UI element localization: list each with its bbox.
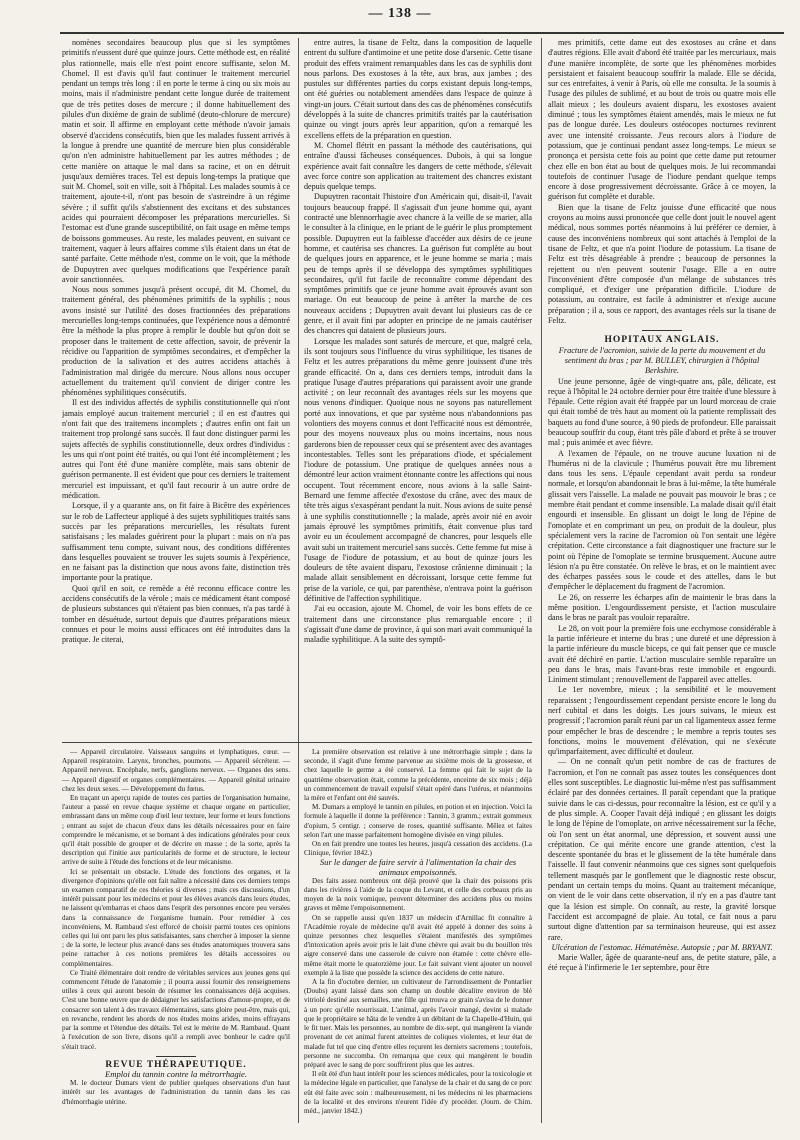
header-rule — [60, 32, 784, 34]
paragraph: Il eût été d'un haut intérêt pour les sciences médicales, pour la toxicologie et la médecine légale en particulier, que l'analyse de la chair et du sang de ce porc eût été faite avec soin : malheureusement, ni les médecins ni les pharmaciens de la localité et des environs n'eurent l'idée d'y procéder. (Journ. de Chim. méd., janvier 1842.) — [304, 1070, 532, 1115]
section-subtitle: Sur le danger de faire servir à l'alimentation la chair des animaux empoisonnés. — [319, 857, 517, 877]
paragraph: On se rappelle aussi qu'en 1837 un médecin d'Arnillac fit connaître à l'Académie royale de médecine qu'il avait été appelé à donner des soins à quinze personnes chez lesquelles s'étaient manifestés des symptômes d'intoxication après avoir pris le lait d'une chèvre qui avait bu du bouillon très aigre conservé dans une casserole de cuivre non étamée : cette chèvre elle-même était morte le quatorzième jour. Le fait suivant vient ajouter un nouvel exemple à la liste que possède la science des accidens de cette nature. — [304, 913, 532, 977]
section-title-revue: REVUE THÉRAPEUTIQUE. — [105, 1059, 247, 1070]
section-rule — [642, 330, 682, 331]
paragraph: A l'examen de l'épaule, on ne trouve aucune luxation ni de l'humérus ni de la clavicule ; l'humérus pouvait être mu librement dans tous les sens. L'épaule cependant avait perdu sa rondeur normale, et lorsqu'on abandonnait le bras à lui-même, la tête humérale glissait vers l'aisselle. La malade ne pouvait pas mouvoir le bras ; ce membre était pendant et comme insensible. La malade disait qu'il était engourdi et insensible. En glissant un doigt le long de l'épine de l'omoplate et en comprimant un peu, on produit de la douleur, plus spécialement vers la racine de l'acromion où l'on sentait une légère crépitation. Cette circonstance a fait diagnostiquer une fracture sur le point où l'épine de l'omoplate se termine brusquement. Aucune autre lésion n'a pu être constatée. On relève le bras, et on le maintient avec des écharpes passées sous le coude et des attelles, dans le but d'empêcher le déplacement du fragment de l'acromion. — [548, 448, 776, 592]
paragraph: Marie Waller, âgée de quarante-neuf ans, de petite stature, pâle, a été reçue à l'infirmerie le 1er septembre, pour être — [548, 953, 776, 973]
paragraph: Lorsque, il y a quarante ans, on fit faire à Bicêtre des expériences sur le rob de Laffecteur appliqué à des sujets syphilitiques traités sans succès par les préparations mercurielles, les résultats furent satisfaisans ; les malades guérirent pour la plupart : mais on n'a pas suffisamment tenu compte, suivant nous, des conditions différentes dans lesquelles pouvaient se trouver les sujets soumis à l'expérience, en ne faisant pas la distinction que nous avons faite, distinction très importante pour la pratique. — [62, 501, 290, 583]
paragraph: Des faits assez nombreux ont déjà prouvé que la chair des poissons pris dans les rivières à l'aide de la coque du Levant, et celle des corbeaux pris au moyen de la noix vomique, peuvent déterminer des accidens plus ou moins graves et même l'empoisonnement. — [304, 876, 532, 913]
paragraph: A la fin d'octobre dernier, un cultivateur de l'arrondissement de Pontarlier (Doubs) ayant laissé dans son champ un double décalitre environ de blé vitriolé destiné aux semailles, une fille qui trouva ce grain s'avisa de le donner à un porc qu'elle nourrissait. L'animal, après l'avoir mangé, devint si malade que le propriétaire se hâta de le vendre à un débitant de la Chapelle-d'Huin, qui le fit tuer. Mais les personnes, au nombre de dix-sept, qui mangèrent la viande provenant de cet animal furent atteintes de coliques violentes, et leur état de malade fut tel que cinq d'entre elles reçurent les derniers sacremens ; toutefois, personne ne succomba. On remarqua que ceux qui mangèrent le boudin préparé avec le sang de porc souffrirent plus que les autres. — [304, 978, 532, 1069]
paragraph: Nous nous sommes jusqu'à présent occupé, dit M. Chomel, du traitement général, des phénomènes primitifs de la syphilis ; nous avons insisté sur l'utilité des doses fractionnées des préparations mercurielles long-temps continuées, que l'expérience nous a démontré être la méthode la plus propre à remplir le double but qu'on doit se proposer dans le traitement de cette affection, savoir, de prévenir la récidive ou l'apparition de symptômes secondaires, et d'empêcher la production de la salivation et des autres accidens attachés à l'administration mal dirigée du mercure. Nous allons nous occuper actuellement du traitement qu'il convient de diriger contre les phénomènes syphilitiques consécutifs. — [62, 285, 290, 398]
paragraph: mes primitifs, cette dame eut des exostoses au crâne et dans d'autres régions. Elle avait d'abord été traitée par les mercuriaux, mais d'une manière incomplète, de sorte que les phénomènes morbides persistaient et faisaient beaucoup souffrir la malade. Elle se décida, sur ces entrefaites, à venir à Paris, où elle me consulta. Je la soumis à l'usage des pilules de sublimé, et au bout de trois ou quatre mois elle allait mieux ; les douleurs avaient disparu, les exostoses avaient diminué ; tous les symptômes étaient amendés, mais le mieux ne fut pas de longue durée. Les douleurs ostéocopes nocturnes revinrent avec une intensité croissante. J'eus recours alors à l'iodure de potassium, que je continuai pendant assez long-temps. Le mieux se prononça et persista cette fois au point que cette dame put retourner chez elle en bon état au bout de quelques mois. Je lui recommandai toutefois de continuer l'usage de l'iodure pendant quelque temps encore à dose progressivement décroissante. Grâce à ce moyen, la guérison fut complète et durable. — [548, 38, 776, 202]
article-header: Ulcération de l'estomac. Hématémèse. Autopsie ; par M. BRYANT. — [551, 942, 773, 952]
section-subtitle: Emploi du tannin contre la métrorrhagie. — [105, 1068, 247, 1079]
paragraph: Lorsque les malades sont saturés de mercure, et que, malgré cela, ils sont toujours sous l'influence du virus syphilitique, les tisanes de Feltz et les autres préparations du même genre jouissent d'une très grande efficacité. On a, dans ces derniers temps, introduit dans la pratique l'usage d'autres préparations qui paraissent avoir une grande activité ; on leur reconnaît des avantages réels sur les moyens que nous venons d'indiquer. Quoique nous ne soyons pas naturellement porté aux innovations, et que par système nous n'abandonnions pas volontiers des moyens connus et dont l'efficacité nous est démontrée, pour des moyens nouveaux plus ou moins incertains, nous nous garderons bien de repousser ceux qui se présentent avec des avantages incontestables. Telles sont les préparations d'iode, et spécialement l'iodure de potassium. Une pratique de quelques années nous a démontré leur action vraiment étonnante contre les affections qui nous occupent. Tout récemment encore, nous avions à la salle Saint-Bernard une femme affectée d'exostose du crâne, avec des maux de tête très aigus s'exaspérant pendant la nuit. Nous avions de suite pensé à une syphilis constitutionnelle ; la malade, après avoir nié en avoir jamais éprouvé les symptômes primitifs, était convenue plus tard avoir eu un écoulement accompagné de chancres, pour lesquels elle avait subi un traitement mercuriel sans succès. Cette femme fut mise à l'usage de l'iodure de potassium, et au bout de quinze jours les douleurs de tête avaient disparu, l'exostose crânienne diminuait ; la malade allait sensiblement en décroissant, lorsque cette femme fut prise de la variole, ce qui, par parenthèse, n'entrava point la guérison définitive de l'affection syphilitique. — [304, 336, 532, 604]
paragraph: Le 26, on resserre les écharpes afin de maintenir le bras dans la même position. L'engourdissement persiste, et l'action musculaire dans le bras ne paraît pas vouloir reparaître. — [548, 592, 776, 623]
footnote-column-2 — [304, 748, 532, 1120]
paragraph: entre autres, la tisane de Feltz, dans la composition de laquelle entrent du sulfure d'antimoine et une petite dose d'arsenic. Cette tisane produit des effets vraiment remarquables dans les cas de syphilis dont nous parlons. Des exostoses à la tête, aux bras, aux jambes ; des pustules sur différentes parties du corps existant depuis long-temps, ont été guéries ou notablement amendées dans l'espace de quinze à vingt-un jours. C'était surtout dans des cas de phénomènes consécutifs développés à la suite de chancres primitifs traités par la cautérisation quinze ou vingt jours après leur apparition, qu'on a remarqué les excellens effets de la préparation en question. — [304, 38, 532, 140]
paragraph: On en fait prendre une toutes les heures, jusqu'à cessation des accidens. (La Clinique, février 1842.) — [304, 840, 532, 858]
paragraph: Une jeune personne, âgée de vingt-quatre ans, pâle, délicate, est reçue à l'hôpital le 24 octobre dernier pour être traitée d'une blessure à l'épaule. Cette région avait été frappée par un lourd morceau de craie qui était tombé de très haut au moment où la patiente remplissait des baquets au fond d'une source, à 90 pieds de profondeur. Elle paraissait beaucoup souffrir du coup, étant très pâle d'abord et prête à se trouver mal ; puis animée et avec fièvre. — [548, 376, 776, 448]
paragraph: Le 1er novembre, mieux ; la sensibilité et le mouvement reparaissent ; l'engourdissement cependant persiste encore le long du nerf cubital et dans les doigts. Les jours suivans, le mieux est progressif ; l'acromion paraît réuni par un cal ligamenteux assez ferme pour empêcher le bras de descendre ; le membre a repris toutes ses fonctions, moins le mouvement d'élévation, qui ne s'exécute qu'imparfaitement, avec difficulté et douleur. — [548, 685, 776, 757]
paragraph: Ici se présentait un obstacle. L'étude des fonctions des organes, et la divergence d'opinions qu'elle ont fait naître a nécessité dans ces derniers temps un examen comparatif de ces théories si diverses ; mais ces discussions, d'un intérêt puissant pour les médecins et pour les élèves avancés dans leurs études, ne laissent qu'embarras et chaos dans l'esprit des personnes encore peu versées dans la connaissance de l'organisme humain. Pour remédier à ces inconvéniens, M. Rambaud s'est efforcé de choisir parmi toutes ces opinions celles qui lui ont paru les plus satisfaisantes, sans chercher à imposer la sienne ; de la sorte, le lecteur plus avancé dans ses études anatomiques trouvera sans peine rattacher à ces notions premières les détails accessoires ou complémentaires. — [62, 867, 290, 968]
column-2 — [304, 38, 532, 738]
paragraph: M. le docteur Dumars vient de publier quelques observations d'un haut intérêt sur les avantages de l'administration du tannin dans les cas d'hémorrhagie utérine. — [62, 1079, 290, 1106]
paragraph: nomènes secondaires beaucoup plus que si les symptômes primitifs n'eussent duré que quinze jours. Cette méthode est, en réalité plus rationnelle, mais elle n'est point encore suffisante, selon M. Chomel. Il est d'avis qu'il faut continuer le traitement mercuriel pendant un temps très long : il en porte le terme à cinq ou six mois au moins, mais il n'administre pendant cette longue durée de traitement que de très petites doses de mercure ; il donne habituellement des pilules d'un dixième de grain de sublimé (deuto-chlorure de mercure) matin et soir. Il affirme en employant cette méthode n'avoir jamais observé d'accidens consécutifs, bien que les malades fussent arrivés à la longue à prendre une quantité de mercure bien plus considérable qu'on n'en administre habituellement par les autres méthodes ; de cette manière on attaque le mal dans sa racine, et on en détruit jusqu'aux dernières traces. Tel est depuis long-temps la pratique que suit M. Chomel, soit en ville, soit à l'hôpital. Les malades soumis à ce traitement, ajoute-t-il, n'ont pas besoin de s'astreindre à un régime sévère ; il suffit qu'ils s'abstiennent des excitans et des substances acides qui pourraient décomposer les préparations mercurielles. Si l'estomac est d'une grande susceptibilité, on fait usage en même temps de boissons gommeuses. Au reste, les malades peuvent, en suivant ce traitement, vaquer à leurs affaires comme s'ils étaient dans un état de santé parfaite. Cette méthode n'est, comme on le voit, que la méthode de Dupuytren avec quelques modifications que l'expérience paraît avoir sanctionnées. — [62, 38, 290, 284]
paragraph: Quoi qu'il en soit, ce remède a été reconnu efficace contre les accidens consécutifs de la vérole ; mais ce médicament étant composé de plusieurs substances qui n'étaient pas bien connues, n'a pas tardé à tomber en désuétude, surtout depuis que d'autres préparations mieux connues et pour le moins aussi efficaces ont été introduites dans la pratique. Je citerai, — [62, 583, 290, 645]
paragraph: Bien que la tisane de Feltz jouisse d'une efficacité que nous croyons au moins aussi prononcée que celle dont jouit le nouvel agent médical, nous sommes portés néanmoins à lui préférer ce dernier, à cause des inconvéniens nombreux qui sont attachés à l'emploi de la tisane de Feltz, et que n'a point l'iodure de potassium. La tisane de Feltz est très désagréable à prendre ; beaucoup de personnes la rejettent ou n'en peuvent soutenir l'usage. Elle a en outre l'inconvénient d'être composée d'un mélange de substances très compliqué, et d'exiger une préparation difficile. L'iodure de potassium, au contraire, est facile à administrer et n'exige aucune préparation ; il a, sous ce rapport, des avantages réels sur la tisane de Feltz. — [548, 202, 776, 326]
paragraph: — On ne connaît qu'un petit nombre de cas de fractures de l'acromion, et l'on ne connaît pas assez toutes les conséquences dont elles sont susceptibles. Le diagnostic lui-même n'est pas suffisamment éclairé par des données certaines. Il paraît cependant que la pratique suivie dans le cas ci-dessus, pour reconnaître la lésion, est ce qu'il y a de plus simple. A. Cooper l'avait déjà indiqué ; en glissant les doigts le long de l'épine de l'omoplate, on arrive nécessairement sur la fêche, où l'on sent un état anormal, une dépression, et souvent aussi une crépitation. Ce qui mérite encore une grande attention, c'est la descente spontanée du bras et le glissement de la tête humérale dans l'aisselle. Il faut convenir néanmoins que ces signes sont quelquefois tellement masqués par le gonflement que le diagnostic reste obscur, pendant un certain temps du moins. Quant au traitement mécanique, on vient de le voir dans cette observation, il n'y en a pas d'autre tant que la lésion est simple. On connaît, au reste, la gravité lorsque l'accident est accompagné de plaie. Au total, ce fait nous a paru surtout digne d'attention par sa terminaison heureuse, qui est assez rare. — [548, 757, 776, 942]
footnote-rule — [62, 742, 532, 743]
paragraph: Dupuytren racontait l'histoire d'un Américain qui, disait-il, l'avait toujours beaucoup frappé. Il s'agissait d'un jeune homme qui, ayant contracté une blennorrhagie avec chancre à la veille de se marier, alla le consulter à la clinique, en le priant de le guérir le plus promptement possible. Dupuytren eut la faiblesse d'accéder aux désirs de ce jeune homme, et cautérisa ses chancres. La guérison fut complète au bout de quelques jours en apparence, et le jeune homme se maria ; mais peu de temps après il se développa des symptômes syphilitiques secondaires, qu'il fut facile de reconnaître comme dépendant des symptômes primitifs que ce jeune homme avait éprouvés avant son mariage. On eut beaucoup de peine à arrêter la marche de ces nouveaux accidens ; Dupuytren avait devant lui plusieurs cas de ce genre, et il avait fini par adopter en principe de ne jamais cautériser des chancres qui dataient de plusieurs jours. — [304, 192, 532, 336]
paragraph: Le 28, on voit pour la première fois une ecchymose considérable à la partie inférieure et interne du bras ; une dureté et une dépression à la partie inférieure du muscle biceps, ce qui fait penser que ce muscle avait été déchiré en partie. L'action musculaire semble reparaître un peu dans le bras, mais l'avant-bras reste immobile et engourdi. Liniment stimulant ; renouvellement de l'appareil avec attelles. — [548, 623, 776, 685]
column-3 — [548, 38, 776, 1123]
paragraph: Ce Traité élémentaire doit rendre de véritables services aux jeunes gens qui commencent l'étude de l'anatomie ; il pourra aussi fournir des renseignemens utiles à ceux qui auront besoin de résumer les connaissances déjà acquises. C'est une bonne œuvre que de dédaigner les satisfactions d'amour-propre, et de consacrer son talent à des travaux élémentaires, sans gloire peut-être, mais qui, en revanche, rendent les abords de nos études moins arides, moins effrayans par la somme et l'étendue des détails. Tel est le mérite de M. Rambaud. Quant à l'exécution de son livre, disons qu'il a rempli avec bonheur le cadre qu'il s'était tracé. — [62, 968, 290, 1051]
paragraph: En traçant un aperçu rapide de toutes ces parties de l'organisation humaine, l'auteur a passé en revue chaque système et chaque organe en particulier, embrassant dans un même coup d'œil leur texture, leur forme et leurs fonctions ; entrant au sujet de chacun d'eux dans les détails nécessaires pour en faire comprendre le mécanisme, et se bornant à des indications générales pour ceux qu'il était possible de grouper et de décrire en masse ; de la sorte, après la description qui l'initie aux particularités de forme et de structure, le lecteur arrive de suite à l'étude des fonctions et de leur mécanisme. — [62, 794, 290, 867]
paragraph: Il est des individus affectés de syphilis constitutionnelle qui n'ont jamais employé aucun traitement mercuriel ; il en est d'autres qui n'ont fait que des traitemens incomplets ; d'autres enfin ont fait un traitement trop prolongé sans succès. Il faut donc distinguer parmi les sujets affectés de syphilis constitutionnelle, deux ordres d'individus : les uns qui n'ont point été traités, ou qui l'ont été incomplètement ; les autres qui l'ont été d'une manière complète, mais sans obtenir de guérison permanente. Il est évident que pour ces derniers le traitement mercuriel est impuissant, et qu'il faut recourir à un autre ordre de médication. — [62, 398, 290, 501]
section-title-hopitaux: HOPITAUX ANGLAIS. — [604, 335, 720, 346]
column-divider — [298, 38, 299, 1123]
section-rule — [156, 1056, 196, 1057]
paragraph: — Appareil circulatoire. Vaisseaux sanguins et lymphatiques, cœur. — Appareil respiratoire. Larynx, bronches, poumons. — Appareil sécréteur. — Appareil nerveux. Encéphale, nerfs, ganglions nerveux. — Organes des sens. — Appareil digestif et organes complémentaires. — Appareil génital urinaire chez les deux sexes. — Développement du fœtus. — [62, 748, 290, 793]
paragraph: J'ai eu occasion, ajoute M. Chomel, de voir les bons effets de ce traitement dans une circonstance plus remarquable encore ; il s'agissait d'une dame de province, à qui son mari avait communiqué la maladie syphilitique. A la suite des symptô- — [304, 604, 532, 645]
page-number: — 138 — — [368, 6, 432, 21]
column-1 — [62, 38, 290, 738]
paragraph: M. Chomel flétrit en passant la méthode des cautérisations, qui entraîne d'aussi fâcheuses conséquences. Dubois, à qui sa longue expérience avait fait connaître les dangers de cette méthode, s'élevait avec force contre son application au traitement des chancres existant depuis quelque temps. — [304, 140, 532, 192]
paragraph: M. Dumars a employé le tannin en pilules, en potion et en injection. Voici la formule à laquelle il donne la préférence : Tannin, 3 gramm.; extrait gommeux d'opium, 5 centigr. ; conserve de roses, quantité suffisante. Mêlez et faites selon l'art une masse parfaitement homogène divisée en vingt pilules. — [304, 803, 532, 839]
article-header: Fracture de l'acromion, suivie de la perte du mouvement et du sentiment du bras ; par M. BULLEY, chirurgien à l'hôpital Berkshire. — [558, 345, 766, 376]
paragraph: La première observation est relative à une métrorrhagie simple ; dans la seconde, il s'agit d'une femme parvenue au sixième mois de la grossesse, et chez laquelle le germe a été conservé. La femme qui fait le sujet de la quatrième observation était, comme la précédente, enceinte de six mois ; déjà un commencement de travail expulsif s'était opéré dans l'utérus, et néanmoins la mère et l'enfant ont été sauvés. — [304, 748, 532, 803]
footnote-column-1 — [62, 748, 290, 1120]
column-divider — [541, 38, 542, 1123]
